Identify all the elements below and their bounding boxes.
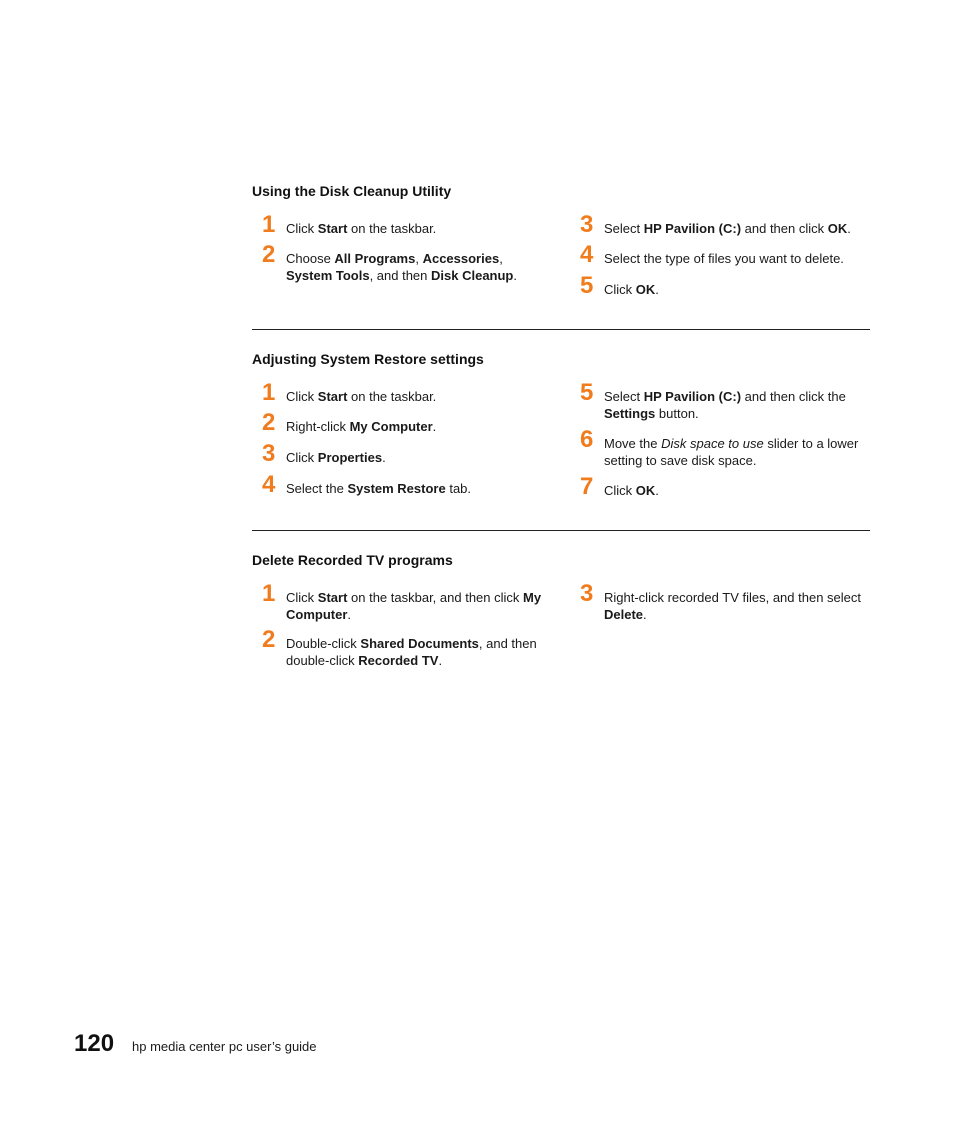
- text-fragment: Double-click: [286, 636, 361, 651]
- ui-term: Properties: [317, 450, 383, 465]
- ui-term: System Restore: [347, 481, 446, 496]
- text-fragment: Choose: [286, 251, 335, 266]
- ui-term: OK: [635, 282, 656, 297]
- step-number: 3: [580, 580, 594, 607]
- text-fragment: .: [438, 653, 443, 668]
- section-title: Adjusting System Restore settings: [252, 351, 484, 367]
- section-title: Delete Recorded TV programs: [252, 552, 453, 568]
- step-number: 2: [262, 626, 276, 653]
- text-fragment: Select the type of files you want to delete.: [604, 251, 844, 266]
- text-fragment: tab.: [445, 481, 472, 496]
- step-text: [286, 480, 552, 497]
- text-fragment: , and then: [369, 268, 432, 283]
- step-text: [604, 220, 870, 237]
- text-fragment: Select the: [286, 481, 348, 496]
- ui-term: HP Pavilion (C:): [643, 221, 742, 236]
- section-divider: [252, 530, 870, 531]
- step-number: 1: [262, 211, 276, 238]
- step-text: [604, 250, 870, 267]
- ui-term: My Computer: [286, 590, 542, 622]
- step-text: [604, 435, 870, 469]
- text-fragment: Right-click: [286, 419, 350, 434]
- text-fragment: on the taskbar.: [347, 389, 437, 404]
- text-fragment: .: [347, 607, 352, 622]
- step-number: 4: [580, 241, 594, 268]
- text-fragment: on the taskbar.: [347, 221, 437, 236]
- text-fragment: and then click the: [741, 389, 846, 404]
- step-number: 2: [262, 241, 276, 268]
- ui-term: Start: [317, 221, 348, 236]
- step-number: 4: [262, 471, 276, 498]
- step-text: [286, 388, 552, 405]
- step-text: [286, 449, 552, 466]
- ui-term: OK: [635, 483, 656, 498]
- text-fragment: Click: [286, 221, 318, 236]
- ui-term-italic: Disk space to use: [661, 436, 764, 451]
- step-text: [604, 388, 870, 422]
- text-fragment: ,: [415, 251, 423, 266]
- section-title: Using the Disk Cleanup Utility: [252, 183, 452, 199]
- text-fragment: .: [847, 221, 851, 236]
- section-divider: [252, 329, 870, 330]
- step-number: 1: [262, 580, 276, 607]
- ui-term: System Tools: [286, 268, 370, 283]
- step-number: 3: [580, 211, 594, 238]
- ui-term: Delete: [604, 607, 644, 622]
- step-number: 5: [580, 272, 594, 299]
- text-fragment: ,: [499, 251, 503, 266]
- guide-title: hp media center pc user’s guide: [132, 1039, 317, 1054]
- text-fragment: Move the: [604, 436, 662, 451]
- text-fragment: Select: [604, 389, 644, 404]
- text-fragment: , and then double-click: [286, 636, 537, 668]
- text-fragment: .: [655, 483, 659, 498]
- step-text: [604, 589, 870, 623]
- text-fragment: .: [655, 282, 659, 297]
- ui-term: All Programs: [334, 251, 416, 266]
- text-fragment: Click: [286, 450, 318, 465]
- ui-term: Start: [317, 389, 348, 404]
- step-text: [286, 418, 552, 435]
- step-text: [286, 250, 552, 284]
- step-number: 2: [262, 409, 276, 436]
- text-fragment: .: [513, 268, 517, 283]
- ui-term: My Computer: [349, 419, 433, 434]
- step-text: [604, 482, 870, 499]
- text-fragment: Click: [286, 590, 318, 605]
- step-text: [604, 281, 870, 298]
- page-number: 120: [74, 1030, 115, 1057]
- ui-term: Shared Documents: [360, 636, 479, 651]
- ui-term: HP Pavilion (C:): [643, 389, 742, 404]
- ui-term: Start: [317, 590, 348, 605]
- step-number: 3: [262, 440, 276, 467]
- text-fragment: on the taskbar, and then click: [347, 590, 524, 605]
- text-fragment: and then click: [741, 221, 828, 236]
- step-number: 6: [580, 426, 594, 453]
- text-fragment: Click: [604, 282, 636, 297]
- text-fragment: Click: [604, 483, 636, 498]
- ui-term: Disk Cleanup: [431, 268, 514, 283]
- step-number: 5: [580, 379, 594, 406]
- ui-term: OK: [827, 221, 848, 236]
- text-fragment: .: [643, 607, 647, 622]
- text-fragment: slider to a lower setting to save disk space.: [604, 436, 859, 468]
- step-text: [286, 589, 552, 623]
- text-fragment: button.: [655, 406, 699, 421]
- text-fragment: Select: [604, 221, 644, 236]
- text-fragment: Right-click recorded TV files, and then select: [604, 590, 861, 605]
- text-fragment: .: [432, 419, 437, 434]
- ui-term: Accessories: [422, 251, 500, 266]
- ui-term: Recorded TV: [358, 653, 439, 668]
- ui-term: Settings: [604, 406, 656, 421]
- text-fragment: .: [382, 450, 386, 465]
- step-number: 1: [262, 379, 276, 406]
- step-text: [286, 635, 552, 669]
- text-fragment: Click: [286, 389, 318, 404]
- step-number: 7: [580, 473, 594, 500]
- step-text: [286, 220, 552, 237]
